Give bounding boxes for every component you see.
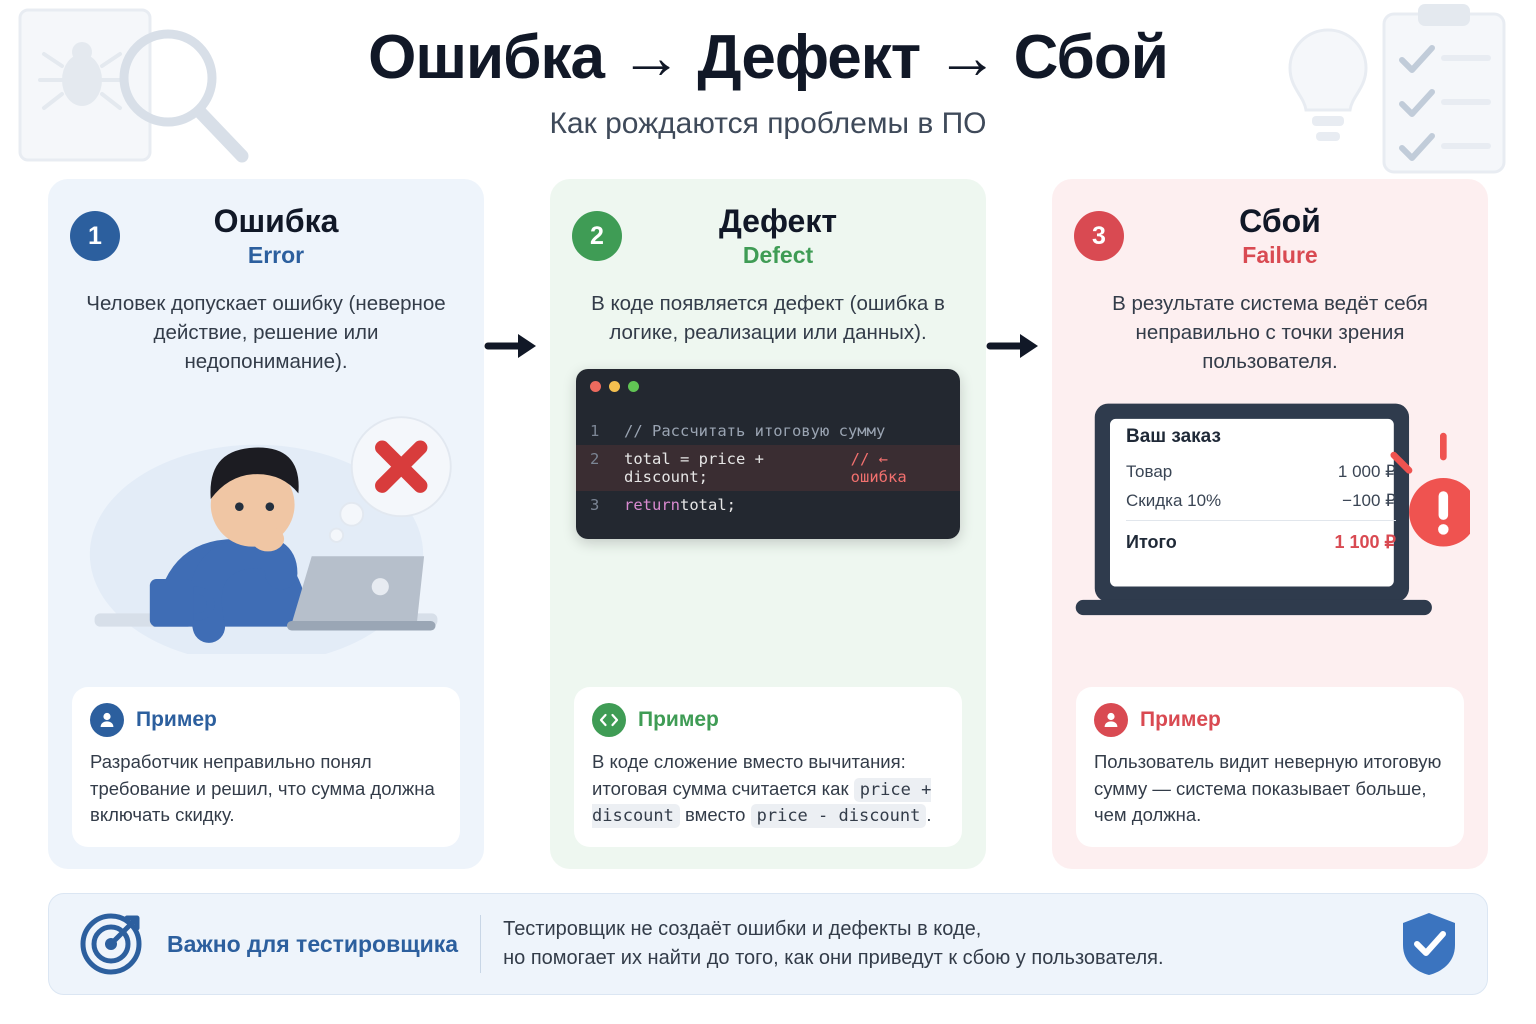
example-mid: вместо xyxy=(685,804,746,826)
line-number: 1 xyxy=(590,422,600,441)
stage-header xyxy=(568,197,968,269)
minimize-dot-icon[interactable] xyxy=(609,381,620,392)
receipt-total-value: 1 100 ₽ xyxy=(1334,532,1396,553)
code-window xyxy=(576,369,960,539)
example-label: Пример xyxy=(1140,708,1221,732)
stage-description: В результате система ведёт себя неправильно с точки зрения пользователя. xyxy=(1112,292,1428,374)
code-line xyxy=(576,445,960,491)
target-icon xyxy=(77,910,145,978)
example-label: Пример xyxy=(136,708,217,732)
receipt-row-value: 1 000 ₽ xyxy=(1337,462,1396,482)
stage-header xyxy=(66,197,466,269)
stage-number-badge: 2 xyxy=(572,211,622,261)
stage-card-defect xyxy=(550,179,986,869)
code-text: total = price + discount; xyxy=(624,450,764,487)
close-dot-icon[interactable] xyxy=(590,381,601,392)
receipt-title: Ваш заказ xyxy=(1126,426,1221,448)
stage-title-ru: Дефект xyxy=(718,203,838,239)
stage-card-failure xyxy=(1052,179,1488,869)
stage-number-badge: 1 xyxy=(70,211,120,261)
code-window-titlebar xyxy=(576,369,960,403)
stages-container xyxy=(0,179,1536,869)
example-end: . xyxy=(926,804,932,826)
stage-description: Человек допускает ошибку (неверное действие, решение или недопонимание). xyxy=(86,292,446,374)
stage-header xyxy=(1070,197,1470,269)
receipt-row-label: Товар xyxy=(1126,462,1173,482)
page-title: Ошибка → Дефект → Сбой xyxy=(368,23,1168,92)
page-subtitle: Как рождаются проблемы в ПО xyxy=(549,107,987,140)
example-intro: В коде сложение вместо вычитания: итоговая сумма считается как xyxy=(592,751,906,799)
code-body xyxy=(576,403,960,539)
maximize-dot-icon[interactable] xyxy=(628,381,639,392)
code-line xyxy=(576,491,960,519)
stage-number-badge: 3 xyxy=(1074,211,1124,261)
receipt-row-value: −100 ₽ xyxy=(1342,491,1396,511)
example-text: Пользователь видит неверную итоговую сумму — система показывает больше, чем должна. xyxy=(1094,751,1442,826)
receipt-total-row xyxy=(1126,532,1396,553)
thinking-developer-illustration xyxy=(66,386,466,654)
code-text: total; xyxy=(680,496,736,515)
code-chip-a: price + discount xyxy=(592,779,932,827)
line-number: 2 xyxy=(590,450,600,469)
receipt-row xyxy=(1126,491,1396,521)
footer-note xyxy=(48,893,1488,995)
stage-title-en: Failure xyxy=(1242,242,1318,268)
laptop-receipt-illustration xyxy=(1070,392,1470,642)
code-keyword: return xyxy=(624,496,680,515)
line-number: 3 xyxy=(590,496,600,515)
person-icon xyxy=(1094,703,1128,737)
stage-title-en: Defect xyxy=(742,242,814,268)
shield-check-icon xyxy=(1399,909,1459,979)
code-chip-b: price - discount xyxy=(751,804,927,828)
example-block xyxy=(574,687,962,847)
example-label: Пример xyxy=(638,708,719,732)
code-error-comment: // ← ошибка xyxy=(850,450,907,487)
page-header xyxy=(0,0,1536,141)
code-line xyxy=(576,417,960,445)
footer-title: Важно для тестировщика xyxy=(167,930,459,957)
receipt xyxy=(1126,426,1396,553)
example-text xyxy=(592,749,944,829)
example-block xyxy=(1076,687,1464,847)
receipt-row-label: Скидка 10% xyxy=(1126,491,1222,511)
code-icon xyxy=(592,703,626,737)
receipt-total-label: Итого xyxy=(1126,532,1177,553)
code-comment: // Рассчитать итоговую сумму xyxy=(624,422,886,441)
receipt-row xyxy=(1126,462,1396,482)
footer-text xyxy=(503,915,1377,973)
stage-title-ru: Сбой xyxy=(1239,203,1321,239)
stage-title-en: Error xyxy=(247,242,305,268)
footer-text-line-1: Тестировщик не создаёт ошибки и дефекты в коде, xyxy=(503,918,982,940)
footer-divider xyxy=(480,915,481,973)
stage-description: В коде появляется дефект (ошибка в логике, реализации или данных). xyxy=(591,292,945,345)
example-text: Разработчик неправильно понял требование и решил, что сумма должна включать скидку. xyxy=(90,751,435,826)
stage-title-ru: Ошибка xyxy=(213,203,339,239)
person-icon xyxy=(90,703,124,737)
example-block xyxy=(72,687,460,847)
footer-text-line-2: но помогает их найти до того, как они приведут к сбою у пользователя. xyxy=(503,947,1164,969)
stage-card-error xyxy=(48,179,484,869)
